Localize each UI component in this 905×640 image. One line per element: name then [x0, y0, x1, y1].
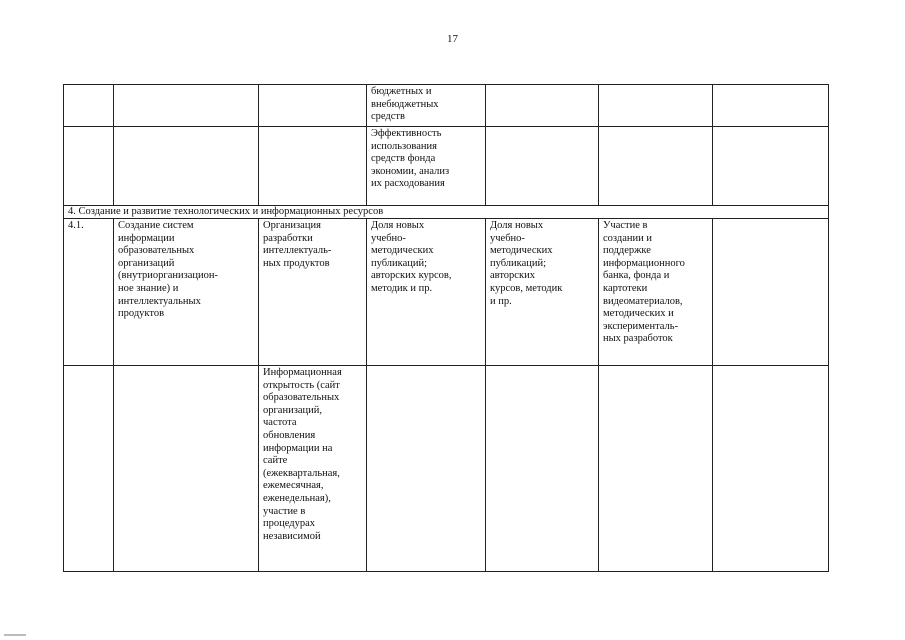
table-row: [64, 219, 829, 366]
table-cell: Доля новых учебно- методических публикаций; авторских курсов, методик и пр.: [486, 219, 599, 366]
table-cell: [599, 127, 713, 206]
table-row: [64, 127, 829, 206]
table-cell: [713, 219, 829, 366]
table-cell: [713, 85, 829, 127]
table-cell: [486, 85, 599, 127]
table-cell: Создание систем информации образовательных организаций (внутриорганизацион- ное знание) и интеллектуальных продуктов: [114, 219, 259, 366]
table-cell: [599, 366, 713, 572]
table-cell: [64, 366, 114, 572]
table-cell: [713, 127, 829, 206]
table-cell: бюджетных и внебюджетных средств: [367, 85, 486, 127]
table-cell: [114, 366, 259, 572]
table-cell: [486, 366, 599, 572]
table-cell: Информационная открытость (сайт образовательных организаций, частота обновления информации на сайте (ежеквартальная, ежемесячная, еженедельная), участие в процедурах независимой: [259, 366, 367, 572]
table-cell: Доля новых учебно- методических публикаций; авторских курсов, методик и пр.: [367, 219, 486, 366]
table-cell: Организация разработки интеллектуаль- ных продуктов: [259, 219, 367, 366]
table-cell: [713, 366, 829, 572]
section-heading: 4. Создание и развитие технологических и информационных ресурсов: [64, 206, 829, 219]
table-row: [64, 85, 829, 127]
table-cell: [486, 127, 599, 206]
section-row: [64, 206, 829, 219]
table-cell: [64, 85, 114, 127]
table-cell: [367, 366, 486, 572]
indicators-table: [63, 84, 829, 572]
table-cell: [64, 127, 114, 206]
page-number: 17: [447, 33, 458, 45]
table-cell: [114, 85, 259, 127]
table-cell: [599, 85, 713, 127]
table-cell: [259, 127, 367, 206]
table-cell: [114, 127, 259, 206]
scan-artifact: [4, 634, 26, 636]
table-cell: [259, 85, 367, 127]
item-number-cell: 4.1.: [64, 219, 114, 366]
table-row: [64, 366, 829, 572]
table-cell: Эффективность использования средств фонда экономии, анализ их расходования: [367, 127, 486, 206]
table-cell: Участие в создании и поддержке информационного банка, фонда и картотеки видеоматериалов, методических и эксперименталь- ных разработок: [599, 219, 713, 366]
